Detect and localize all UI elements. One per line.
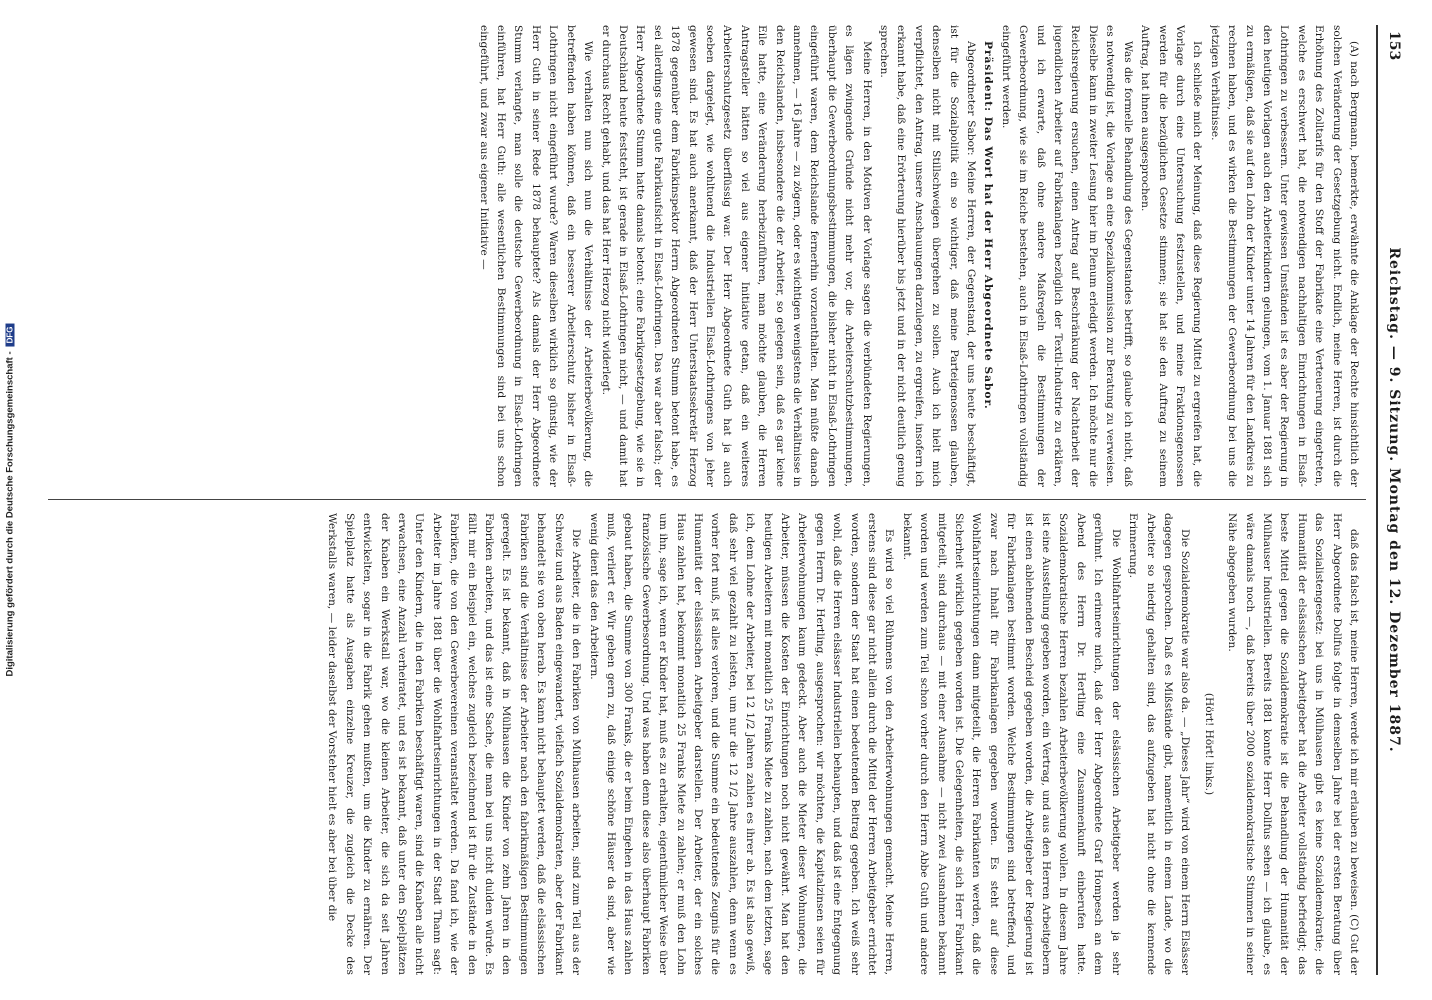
right-paragraph-6: Die Arbeiter, die in den Fabriken von Mülhausen arbeiten, sind zum Teil aus der Schweiz und aus Baden eingewandert, vielfach Sozialdemokraten, aber der Fabrikant behandelt sie von oben herab. Es kann nicht behauptet werden, daß die elsässischen Fabriken sind die Verhältnisse der Arbeiter nach den fabrikmäßigen Bestimmungen geregelt. Es ist bekannt, daß in Mülhausen die Kinder von zehn Jahren in den Fabriken arbeiten, und das ist eine Sache, die man bei uns nicht dulden würde. Es fällt mir ein Beispiel ein, welches zugleich bezeichnend ist für die Zustände in den Fabriken, die von den Gewerbevereinen veranstaltet werden. Da fand ich, wie der Arbeiter im Jahre 1881 über die Wohlfahrtseinrichtungen in der Stadt Thann sagt: Unter den Kindern, die in den Fabriken beschäftigt waren, sind die Knaben alle nicht erwachsen, eine Anzahl verheiratet, und es ist bekannt, daß unter den Spielplätzen der Knaben ein Werkstall war, wo die kleinen Arbeiter, die sich da seit Jahren entwickelten, sogar in die Fabrik gehen mußten, um die Kinder zu ernähren. Der Spielplatz hatte als Ausgaben einzelne Kreuzer, die zugleich die Decke des Werkstalls waren, — leider daselbst der Vorsteher hielt es aber bei über die [326, 513, 583, 975]
right-paragraph-1: daß das falsch ist, meine Herren, werde ich mir erlauben zu beweisen. (C) Gut der Herr Abgeordnete Dollfus folgte in demselben Jahre bei der ersten Beratung über das Sozialistengesetz: bei uns in Mülhausen gibt es keine Sozialdemokratie; die Humanität der elsässischen Arbeitgeber hat die Arbeiter vollständig befriedigt; das beste Mittel gegen die Sozialdemokratie ist die Behandlung der Humanität der Mülhauser Industriellen. Bereits 1881 konnte Herr Dollfus sehen — ich glaube, es wäre damals noch —, daß bereits über 2000 sozialdemokratische Stimmen in seiner Nähe abgegeben wurden. [1226, 513, 1360, 975]
page-header [1376, 25, 1408, 975]
right-column [52, 513, 1362, 975]
right-paragraph-4: Die Wohlfahrtseinrichtungen der elsässischen Arbeitgeber werden ja sehr gerühmt. Ich erinnere mich, daß der Herr Abgeordnete Graf Hompesch an dem Abend des Herrn Dr. Hertling eine Zusammenkunft einberufen hatte. Sozialdemokratische Herren bezahlen Arbeiterbevölkerung wollen. In diesem Jahre ist eine Ausstellung gegeben worden, ein Vertrag, und aus den Herren Arbeitgebern ist einen ablehnenden Bescheid gegeben worden, die Arbeitgeber der Regierung ist für Fabrikanlagen bestimmt worden. Welche Bestimmungen sind betreffend, und zwar nach Inhalt für Fabrikanlagen gegeben worden. Es steht auf diese Wohlfahrtseinrichtungen dann mitgeteilt, die Herren Fabrikanten werden, daß die Sicherheit wirklich gegeben worden ist. Die Gelegenheiten, die sich Herr Fabrikant mitgeteilt, sind durchaus — mit einer Ausnahme — nicht zwei Ausnahmen bekannt worden und werden zum Teil schon vorher durch den Herrn Abbe Guth und andere bekannt. [900, 513, 1122, 975]
notice-text: Digitalisierung gefördert durch die Deutsche Forschungsgemeinschaft - [4, 351, 16, 677]
page-margin [0, 0, 20, 1000]
page-title: Reichstag. — 9. Sitzung. Montag den 12. Dezember 1887. [1386, 247, 1402, 753]
digitization-notice [5, 323, 16, 676]
dfg-logo: DFG [6, 323, 15, 346]
page-number: 153 [1386, 31, 1402, 61]
left-paragraph-2: Ich schließe mich der Meinung, daß diese Regierung Mittel zu ergreifen hat, die Vorlage durch eine Untersuchung festzustellen, und meine Fraktionsgenossen werden für die bezüglichen Gesetze stimmen; sie hat sie den Auftrag zu seinem Auftrag, hat ihnen ausgesprochen. [1139, 25, 1204, 487]
column-divider [48, 499, 1366, 500]
scanned-page [26, 0, 1426, 1000]
right-paragraph-3: Die Sozialdemokratie war also da. — „Dieses Jahr“ wird von einem Herrn Elsässer dagegen gesprochen. Daß es Mißstände gibt, namentlich in einem Lande, wo die Arbeiter so niedrig gehalten sind, das aufzugeben hat nicht ohne die kennende Erinnerung. [1127, 513, 1192, 975]
rotated-page-content [26, 0, 1426, 1000]
left-paragraph-7: Wie verhalten nun sich nun die Verhältnisse der Arbeiterbevölkerung, die betreffenden haben können, daß ein besserer Arbeiterschutz bisher in Elsaß-Lothringen nicht eingeführt wurde? Waren dieselben wirklich so günstig, wie der Herr Guth in seiner Rede 1878 behauptete? Als damals der Herr Abgeordnete Stumm verlangte, man solle die deutsche Gewerbeordnung in Elsaß-Lothringen einführen, hat Herr Guth: alle wesentlichen Bestimmungen sind bei uns schon eingeführt, und zwar aus eigener Initiative — [477, 25, 595, 487]
left-paragraph-6: Meine Herren, in den Motiven der Vorlage sagen die verbündeten Regierungen, es lägen zwingende Gründe nicht mehr vor, die Arbeiterschutzbestimmungen, überhaupt die Gewerbeordnungsbestimmungen, die bisher nicht in Elsaß-Lothringen eingeführt waren, dem Reichslande fernerhin vorzuenthalten. Man müßte danach annehmen, — 16 Jahre — zu zögern, oder es wichtigen wenigstens die Verhältnisse in den Reichslanden, insbesondere die der Arbeiter, so gelegen sein, daß es gar keine Eile hatte, eine Veränderung herbeizuführen, man möchte glauben, die Herren Antragsteller hätten so viel aus eigener Initiative getan, daß ein weiteres Arbeiterschutzgesetz überflüssig war. Der Herr Abgeordnete Guth hat ja auch soeben dargelegt, wie wohltuend die Industriellen Elsaß-Lothringens von jeher gewesen sind. Es hat auch anerkannt, daß der Herr Unterstaatssekretär Herzog 1878 gegenüber dem Fabrikinspektor Herrn Abgeordneten Stumm betont habe, es sei allerdings eine gute Fabrikaufsicht in Elsaß-Lothringen. Das war aber falsch; der Herr Abgeordnete Stumm hatte damals betont: eine Fabrikgesetzgebung, wie sie in Deutschland heute feststeht, ist gerade in Elsaß-Lothringen nicht, — und damit hat er durchaus Recht gehabt, und das hat Herr Herzog nicht widerlegt. [599, 25, 873, 487]
interjection: (Hört! Hört! links.) [1202, 692, 1215, 796]
left-paragraph-1: (A) nach Bergmann, bemerkte, erwähnte die Anklage der Rechte hinsichtlich der solchen Veränderung der Gesetzgebung nicht. Endlich, meine Herren, ist durch die Erhöhung des Zolltarifs für den Stoff der Fabrikate eine Verteuerung eingetreten, welche es erschwert hat, die notwendigen nachhaltigen Einrichtungen in Elsaß-Lothringen zu verbessern. Unter gewissen Umständen ist es aber der Regierung in den heutigen Vorlagen auch den Arbeiterkindern gelungen, vom 1. Januar 1881 sich zu ermäßigen, daß sie auf den Lohn der Kinder unter 14 Jahren für den Landkreis zu rechnen haben, und es wirken die Bestimmungen der Gewerbeordnung bei uns die jetzigen Verhältnisse. [1208, 25, 1360, 487]
left-column [52, 25, 1362, 487]
right-paragraph-5: Es wird so viel Rühmens von den Arbeiterwohnungen gemacht. Meine Herren, erstens sind diese gar nicht allein durch die Mittel der Herren Arbeitgeber errichtet worden, sondern der Staat hat einen bedeutenden Beitrag gegeben. Ich weiß sehr wohl, daß die Herren elsässer Industriellen behaupten, und daß ist eine Entgegnung gegen Herrn Dr. Hertling, ausgesprochen: wir möchten, die Kapitalzinsen seien für Arbeiterwohnungen kaum gedeckt. Aber auch die Mieter dieser Wohnungen, die Arbeiter, müssen die Kosten der Einrichtungen noch nicht gewährt. Man hat den heutigen Arbeitern mit monatlich 25 Franks Miete zu zahlen, nach dem letzten, sage ich, dem Lohne der Arbeiter, bei 12 1/2 Jahren zahlen es ihrer ab. Es ist also gewiß, daß sehr viel gezahlt zu leisten, um nur die 12 1/2 Jahre auszahlen, denn wenn es vorher fort muß, ist alles verloren, und die Summe ein bedeutendes Zeugnis für die Humanität der elsässischen Arbeitgeber darstellen. Der Arbeiter, der ein solches Haus zahlen hat, bekommt monatlich 25 Franks Miete zu zahlen; er muß den Lohn um ihn, sage ich, wenn er Kinder hat, muß es zu erhalten, eigentümlicher Weise über französische Gewerbesordnung. Und was haben denn diese also überhaupt Fabriken gebaut haben, die Summe von 300 Franks, die er beim Eingehen in das Haus zahlen muß, verliert er. Wir geben gern zu, daß einige schöne Häuser da sind, aber wie wenig dient das den Arbeitern. [587, 513, 896, 975]
left-paragraph-5: Abgeordneter Sabor: Meine Herren, der Gegenstand, der uns heute beschäftigt, ist für die Sozialpolitik ein so wichtiger, daß meine Parteigenossen glauben, denselben nicht mit Stillschweigen übergehen zu sollen. Auch ich hielt mich verpflichtet, den Antrag, unsere Anschauungen darzulegen, zu ergreifen, insofern ich erkannt habe, daß eine Erörterung hierüber bis jetzt und in der nicht deutlich genug sprechen. [878, 25, 978, 487]
left-paragraph-3: Was die formelle Behandlung des Gegenstandes betrifft, so glaube ich nicht, daß es notwendig ist, die Vorlage an eine Spezialkommission zur Beratung zu verweisen. Dieselbe kann in zweiter Lesung hier im Plenum erledigt werden. Ich möchte nur die Reichsregierung ersuchen, einen Antrag auf Beschränkung der Nachtarbeit der jugendlichen Arbeiter auf Fabrikanlagen bezüglich der Textil-Industrie zu erklären, und ich erwarte, daß ohne andere Maßregeln die Bestimmungen der Gewerbeordnung, wie sie im Reiche bestehen, auch in Elsaß-Lothringen vollständig eingeführt werden. [999, 25, 1134, 487]
president-remark: Präsident: Das Wort hat der Herr Abgeordnete Sabor. [982, 41, 995, 410]
